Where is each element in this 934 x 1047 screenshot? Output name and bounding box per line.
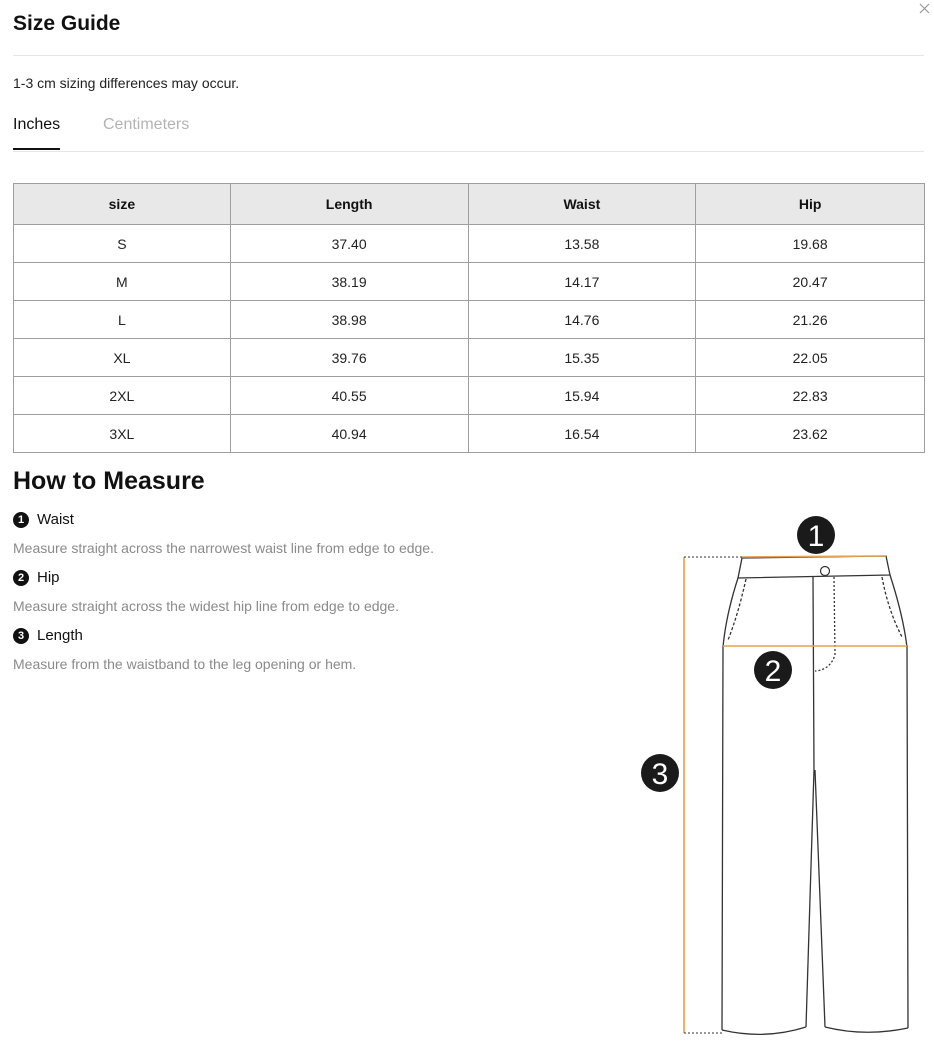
table-row (14, 415, 925, 453)
title-divider (13, 55, 924, 56)
cell-waist: 13.58 (468, 225, 696, 263)
measure-desc-waist: Measure straight across the narrowest waist line from edge to edge. (13, 540, 434, 556)
number-1-icon: 1 (13, 512, 29, 528)
pants-outline (722, 556, 908, 1034)
size-table (13, 183, 925, 453)
cell-waist: 15.94 (468, 377, 696, 415)
measure-label-hip (13, 569, 60, 586)
cell-size: M (14, 263, 231, 301)
marker-2-label: 2 (764, 655, 782, 688)
measure-desc-length: Measure from the waistband to the leg opening or hem. (13, 656, 357, 672)
number-3-icon: 3 (13, 628, 29, 644)
cell-length: 37.40 (230, 225, 468, 263)
marker-2 (754, 651, 792, 689)
pants-measurement-diagram (630, 505, 930, 1045)
close-icon (919, 3, 930, 14)
measure-label-text: Length (37, 627, 83, 644)
table-row (14, 301, 925, 339)
table-row (14, 377, 925, 415)
marker-3 (641, 754, 679, 792)
header-waist: Waist (468, 184, 696, 225)
table-header-row (14, 184, 925, 225)
table-row (14, 225, 925, 263)
cell-hip: 22.83 (696, 377, 925, 415)
cell-hip: 19.68 (696, 225, 925, 263)
cell-length: 40.55 (230, 377, 468, 415)
cell-waist: 14.76 (468, 301, 696, 339)
measure-desc-hip: Measure straight across the widest hip line from edge to edge. (13, 598, 399, 614)
cell-waist: 14.17 (468, 263, 696, 301)
cell-length: 39.76 (230, 339, 468, 377)
number-2-icon: 2 (13, 570, 29, 586)
marker-3-label: 3 (651, 758, 669, 791)
cell-size: L (14, 301, 231, 339)
measure-label-text: Waist (37, 511, 74, 528)
measure-label-length (13, 627, 83, 644)
table-row (14, 263, 925, 301)
measure-lines (684, 556, 907, 1033)
cell-length: 38.98 (230, 301, 468, 339)
measure-label-waist (13, 511, 74, 528)
cell-size: 3XL (14, 415, 231, 453)
sizing-note: 1-3 cm sizing differences may occur. (13, 75, 240, 91)
how-to-measure-title: How to Measure (13, 467, 205, 495)
cell-length: 40.94 (230, 415, 468, 453)
cell-length: 38.19 (230, 263, 468, 301)
unit-tabs (13, 112, 924, 152)
tab-centimeters[interactable]: Centimeters (103, 116, 190, 133)
header-hip: Hip (696, 184, 925, 225)
cell-size: 2XL (14, 377, 231, 415)
marker-1-label: 1 (807, 520, 825, 553)
table-row (14, 339, 925, 377)
cell-hip: 23.62 (696, 415, 925, 453)
marker-1 (797, 516, 835, 554)
button-icon (821, 567, 830, 576)
cell-hip: 22.05 (696, 339, 925, 377)
cell-waist: 16.54 (468, 415, 696, 453)
cell-waist: 15.35 (468, 339, 696, 377)
close-button[interactable] (916, 0, 932, 16)
tab-inches[interactable]: Inches (13, 116, 60, 150)
header-size: size (14, 184, 231, 225)
measure-label-text: Hip (37, 569, 60, 586)
cell-size: S (14, 225, 231, 263)
cell-hip: 21.26 (696, 301, 925, 339)
cell-size: XL (14, 339, 231, 377)
cell-hip: 20.47 (696, 263, 925, 301)
header-length: Length (230, 184, 468, 225)
page-title: Size Guide (13, 12, 121, 35)
